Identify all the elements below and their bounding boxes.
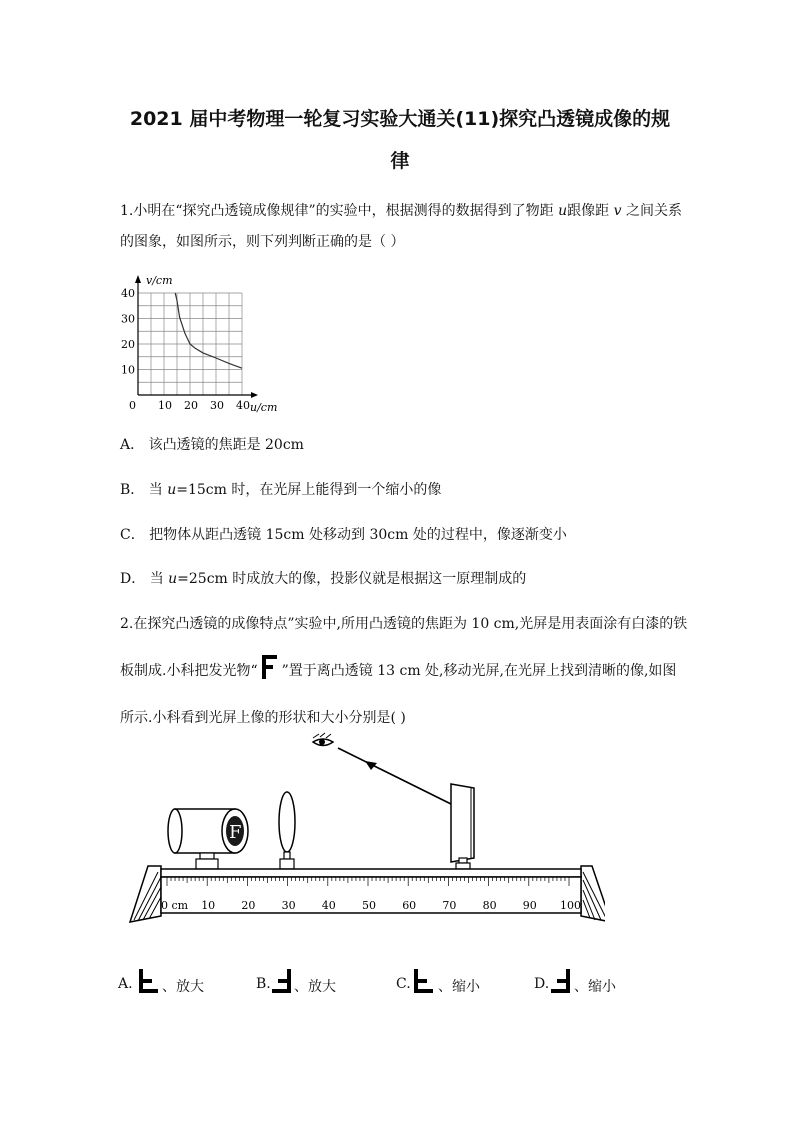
chart-x-axis-label: u/cm [250,401,278,414]
q1-option-b-label: B． [120,482,145,498]
q1-stem-line1 [120,200,682,220]
q1-option-a-label: A． [120,437,145,453]
q1-var-v: v [613,203,622,219]
bench-scale-label: 40 [321,899,336,912]
q2-option-a[interactable] [118,976,133,992]
page-title-line2: 律 [390,150,410,172]
q1-option-a-text: 该凸透镜的焦距是 20cm [148,437,304,453]
convex-lens [279,792,295,869]
light-screen [451,784,474,869]
bench-scale-label: 30 [281,899,296,912]
bench-scale-label: 70 [442,899,457,912]
chart-x-tick-label: 0 [129,399,136,412]
chart-x-arrow-icon [251,392,258,398]
bench-right-stand [581,866,605,922]
chart-x-tick-label: 20 [184,399,198,412]
optical-bench-diagram [125,732,605,932]
q2-stem-line2 [120,660,676,680]
bench-scale-label: 100 [560,899,581,912]
q1-option-b-var: u [167,482,177,498]
f-shaped-object-icon [262,655,278,679]
q2-stem-line1: 2.在探究凸透镜的成像特点”实验中,所用凸透镜的焦距为 10 cm,光屏是用表面涂有白漆的铁 [120,616,688,632]
q1-uv-chart [118,268,288,418]
q2-option-b-label: B. [256,976,271,992]
bench-left-stand [130,866,161,922]
bench-scale-label: 20 [241,899,256,912]
chart-y-tick-label: 40 [121,287,135,300]
optical-bench-rail [161,869,581,913]
chart-x-tick-label: 30 [210,399,224,412]
q1-option-d[interactable] [120,568,526,588]
q1-option-b[interactable] [120,479,441,499]
q2-option-a-text: 、放大 [162,979,204,995]
q1-option-b-text-b: =15cm 时，在光屏上能得到一个缩小的像 [176,482,442,498]
q2-option-c-label: C. [396,976,411,992]
q1-stem-text-c: 之间关系 [621,203,682,219]
q1-stem-line2: 的图象，如图所示，则下列判断正确的是（ ） [120,234,405,250]
q2-stem-line3: 所示.小科看到光屏上像的形状和大小分别是( ) [120,710,406,726]
q1-option-c[interactable] [120,524,567,544]
q2-option-c-text: 、缩小 [438,979,480,995]
option-c-shape-icon [414,969,434,993]
q1-option-d-text-a: 当 [149,571,169,587]
q2-option-c[interactable] [396,976,411,992]
q2-option-b-text: 、放大 [294,979,336,995]
q1-option-a[interactable] [120,434,304,454]
q1-option-c-text: 把物体从距凸透镜 15cm 处移动到 30cm 处的过程中，像逐渐变小 [149,527,567,543]
q2-option-d-label: D. [534,976,550,992]
q2-option-b[interactable] [256,976,271,992]
option-d-shape-icon [551,969,571,993]
chart-y-arrow-icon [135,275,141,283]
q1-option-b-text-a: 当 [148,482,168,498]
q2-stem-text-a: 板制成.小科把发光物“ [120,663,258,679]
q1-option-d-var: u [168,571,178,587]
q2-option-d[interactable] [534,976,549,992]
bench-start-label: 0 cm [161,899,189,912]
chart-y-tick-label: 10 [121,363,135,377]
eye-icon [313,733,333,746]
q1-stem-text-b: 跟像距 [567,203,614,219]
page-title-line1: 2021 届中考物理一轮复习实验大通关(11)探究凸透镜成像的规 [129,108,671,130]
chart-x-tick-label: 40 [236,399,250,412]
chart-axis-lines [138,278,254,395]
chart-x-tick-label: 10 [158,399,172,412]
light-source-letter: F [229,822,242,843]
bench-scale-label: 80 [482,899,497,912]
q1-option-d-label: D． [120,571,146,587]
q2-stem-text-b: ”置于离凸透镜 13 cm 处,移动光屏,在光屏上找到清晰的像,如图 [281,663,677,679]
q1-stem-text-a: 1.小明在“探究凸透镜成像规律”的实验中，根据测得的数据得到了物距 [120,203,559,219]
chart-y-axis-label: v/cm [146,274,173,287]
bench-scale-label: 10 [201,899,216,912]
light-source [168,809,248,869]
chart-y-tick-label: 30 [121,312,135,326]
chart-y-tick-label: 20 [121,338,135,351]
q1-option-c-label: C． [120,527,145,543]
q1-var-u: u [558,203,568,219]
q2-option-a-label: A. [118,976,133,992]
option-a-shape-icon [139,969,159,993]
q2-option-d-text: 、缩小 [574,979,616,995]
q1-option-d-text-b: =25cm 时成放大的像，投影仪就是根据这一原理制成的 [177,571,527,587]
chart-axes [135,275,258,398]
option-b-shape-icon [272,969,292,993]
bench-scale-label: 50 [362,899,376,912]
bench-scale-label: 90 [522,899,537,912]
arrow-head-icon [365,761,377,770]
bench-scale-label: 60 [402,899,417,912]
